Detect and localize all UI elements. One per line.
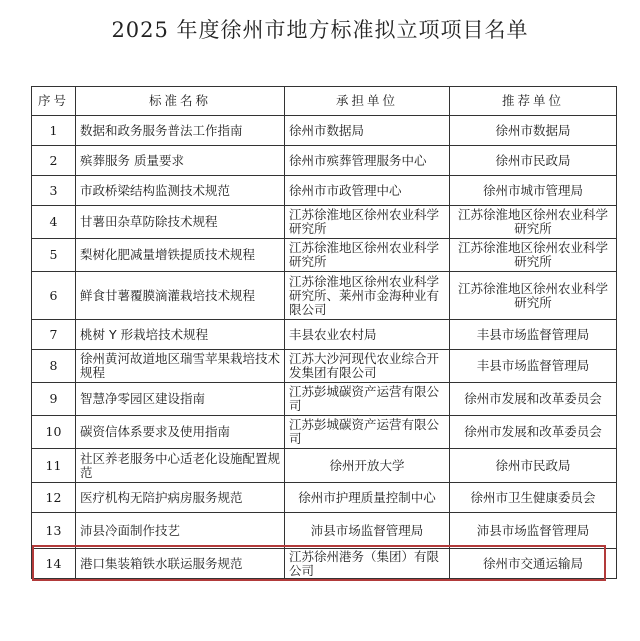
- table-row: [32, 239, 617, 272]
- standard-name: 徐州黄河故道地区瑞雪苹果栽培技术规程: [76, 350, 285, 383]
- row-no: 7: [32, 320, 76, 350]
- recommending-unit: 丰县市场监督管理局: [450, 350, 617, 383]
- header-recommending-unit: 推荐单位: [450, 87, 617, 116]
- recommending-unit: 徐州市民政局: [450, 449, 617, 483]
- row-no: 9: [32, 383, 76, 416]
- standard-name: 甘薯田杂草防除技术规程: [76, 206, 285, 239]
- responsible-unit: 徐州市市政管理中心: [285, 176, 450, 206]
- table-header-row: [32, 87, 617, 116]
- page-title: 2025 年度徐州市地方标准拟立项项目名单: [111, 18, 529, 42]
- standard-name: 殡葬服务 质量要求: [76, 146, 285, 176]
- responsible-unit: 江苏徐州港务（集团）有限公司: [285, 549, 450, 579]
- table-row: [32, 350, 617, 383]
- standard-name: 港口集装箱铁水联运服务规范: [76, 549, 285, 579]
- recommending-unit: 徐州市数据局: [450, 116, 617, 146]
- row-no: 10: [32, 416, 76, 449]
- responsible-unit: 江苏徐淮地区徐州农业科学研究所: [285, 206, 450, 239]
- responsible-unit: 江苏彭城碳资产运营有限公司: [285, 383, 450, 416]
- table-row: [32, 272, 617, 320]
- responsible-unit: 江苏徐淮地区徐州农业科学研究所: [285, 239, 450, 272]
- recommending-unit: 徐州市卫生健康委员会: [450, 483, 617, 513]
- table-row: [32, 416, 617, 449]
- row-no: 1: [32, 116, 76, 146]
- recommending-unit: 江苏徐淮地区徐州农业科学研究所: [450, 206, 617, 239]
- table-row: [32, 146, 617, 176]
- recommending-unit: 徐州市城市管理局: [450, 176, 617, 206]
- responsible-unit: 徐州市数据局: [285, 116, 450, 146]
- table-row: [32, 549, 617, 579]
- recommending-unit: 徐州市民政局: [450, 146, 617, 176]
- standard-name: 医疗机构无陪护病房服务规范: [76, 483, 285, 513]
- standard-name: 沛县冷面制作技艺: [76, 513, 285, 549]
- responsible-unit: 沛县市场监督管理局: [285, 513, 450, 549]
- responsible-unit: 徐州市殡葬管理服务中心: [285, 146, 450, 176]
- responsible-unit: 江苏彭城碳资产运营有限公司: [285, 416, 450, 449]
- table-row: [32, 176, 617, 206]
- recommending-unit: 徐州市发展和改革委员会: [450, 383, 617, 416]
- row-no: 4: [32, 206, 76, 239]
- table-row: [32, 206, 617, 239]
- row-no: 2: [32, 146, 76, 176]
- standard-name: 鲜食甘薯覆膜滴灌栽培技术规程: [76, 272, 285, 320]
- recommending-unit: 丰县市场监督管理局: [450, 320, 617, 350]
- table-row: [32, 449, 617, 483]
- row-no: 11: [32, 449, 76, 483]
- row-no: 3: [32, 176, 76, 206]
- standard-name: 梨树化肥减量增铁提质技术规程: [76, 239, 285, 272]
- row-no: 14: [32, 549, 76, 579]
- table-row: [32, 383, 617, 416]
- responsible-unit: 江苏徐淮地区徐州农业科学研究所、莱州市金海种业有限公司: [285, 272, 450, 320]
- standard-name: 数据和政务服务普法工作指南: [76, 116, 285, 146]
- recommending-unit: 江苏徐淮地区徐州农业科学研究所: [450, 239, 617, 272]
- row-no: 6: [32, 272, 76, 320]
- table-row: [32, 483, 617, 513]
- standard-name: 社区养老服务中心适老化设施配置规范: [76, 449, 285, 483]
- row-no: 8: [32, 350, 76, 383]
- responsible-unit: 丰县农业农村局: [285, 320, 450, 350]
- standards-table: [31, 86, 617, 579]
- table-row: [32, 513, 617, 549]
- standard-name: 智慧净零园区建设指南: [76, 383, 285, 416]
- standard-name: 市政桥梁结构监测技术规范: [76, 176, 285, 206]
- responsible-unit: 江苏大沙河现代农业综合开发集团有限公司: [285, 350, 450, 383]
- row-no: 5: [32, 239, 76, 272]
- header-responsible-unit: 承担单位: [285, 87, 450, 116]
- table-row: [32, 116, 617, 146]
- header-standard-name: 标准名称: [76, 87, 285, 116]
- header-no: 序号: [32, 87, 76, 116]
- responsible-unit: 徐州市护理质量控制中心: [285, 483, 450, 513]
- standard-name: 碳资信体系要求及使用指南: [76, 416, 285, 449]
- row-no: 13: [32, 513, 76, 549]
- recommending-unit: 沛县市场监督管理局: [450, 513, 617, 549]
- recommending-unit: 徐州市交通运输局: [450, 549, 617, 579]
- row-no: 12: [32, 483, 76, 513]
- standard-name: 桃树 Y 形栽培技术规程: [76, 320, 285, 350]
- recommending-unit: 江苏徐淮地区徐州农业科学研究所: [450, 272, 617, 320]
- table-row: [32, 320, 617, 350]
- recommending-unit: 徐州市发展和改革委员会: [450, 416, 617, 449]
- responsible-unit: 徐州开放大学: [285, 449, 450, 483]
